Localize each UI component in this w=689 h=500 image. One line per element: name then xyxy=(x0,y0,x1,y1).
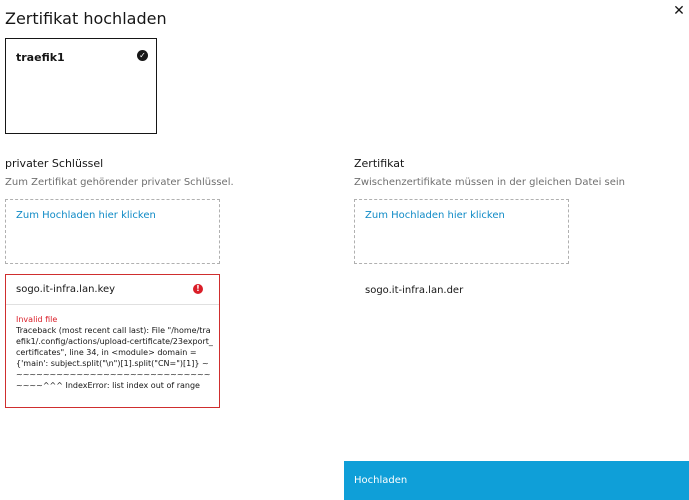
certificate-file-name: sogo.it-infra.lan.der xyxy=(365,285,464,296)
private-key-file-name: sogo.it-infra.lan.key xyxy=(16,284,116,295)
private-key-title: privater Schlüssel xyxy=(5,157,104,170)
dialog-title: Zertifikat hochladen xyxy=(5,9,167,28)
certificate-title: Zertifikat xyxy=(354,157,405,170)
private-key-helper: Zum Zertifikat gehörender privater Schlüssel. xyxy=(5,177,234,188)
private-key-file-item xyxy=(5,274,220,408)
divider xyxy=(6,304,219,305)
checkmark-filled-icon: ✓ xyxy=(137,50,148,61)
certificate-dropzone-link[interactable]: Zum Hochladen hier klicken xyxy=(365,210,505,221)
error-icon: ! xyxy=(193,284,203,294)
tile-label: traefik1 xyxy=(16,51,65,64)
private-key-dropzone[interactable] xyxy=(5,199,220,264)
error-title: Invalid file xyxy=(16,315,58,324)
selection-tile-traefik1[interactable] xyxy=(5,38,157,134)
private-key-dropzone-link[interactable]: Zum Hochladen hier klicken xyxy=(16,210,156,221)
certificate-dropzone[interactable] xyxy=(354,199,569,264)
upload-button[interactable]: Hochladen xyxy=(344,461,689,500)
certificate-helper: Zwischenzertifikate müssen in der gleichen Datei sein xyxy=(354,177,626,188)
close-icon[interactable]: ✕ xyxy=(673,3,685,19)
error-message: Traceback (most recent call last): File "/home/traefik1/.config/actions/upload-certificate/23export_certificates", line 34, in <module> domain = {'main': subject.split("\n")[1].split("CN=")[1]} ~~~~~~~~~~~~~~~~~~~~~~~~~~~~~~~~~~^^^ IndexError: list index out of range xyxy=(16,326,213,390)
